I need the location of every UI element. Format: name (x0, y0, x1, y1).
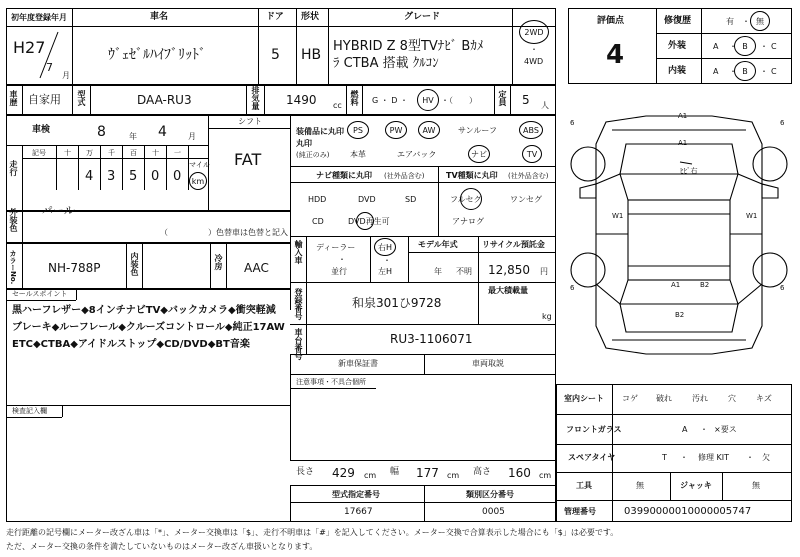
diagram-label-0: A1 (678, 112, 688, 120)
class-no-label: 類別区分番号 (466, 490, 514, 499)
grade-line2: ﾗ CTBA 搭載 ｸﾙｺﾝ (333, 56, 439, 71)
interior-dot1: ・ (729, 67, 737, 76)
handle-left: 左H (378, 267, 393, 276)
windshield-x: ×要ス (714, 425, 737, 434)
grade-line1: HYBRID Z 8型TVﾅﾋﾞ Bｶﾒ (333, 39, 484, 54)
exterior-b: B (734, 36, 756, 56)
tools-label: 工具 (576, 481, 592, 490)
equip-navi: ナビ (468, 145, 490, 163)
reg-month-unit: 月 (62, 71, 70, 80)
drive-dot: ・ (530, 45, 538, 54)
navi-type-label: ナビ種類に丸印 (316, 171, 372, 180)
displacement-unit: cc (333, 101, 342, 110)
aircon-label: 冷房 (214, 254, 223, 270)
digit-label-3: 百 (130, 149, 137, 157)
model-value: DAA-RU3 (137, 93, 192, 107)
inspection-label: 車検 (32, 125, 51, 135)
seat-label: 室内シート (564, 394, 604, 403)
drive-4wd: 4WD (524, 57, 544, 66)
digit-label-2: 千 (108, 149, 115, 157)
tools-value: 無 (636, 481, 644, 490)
notes-label: 注意事項・不具合個所 (296, 378, 366, 386)
tv-oneseg: ワンセグ (510, 195, 542, 204)
inspection-month-unit: 月 (188, 132, 196, 141)
exterior-dot2: ・ (760, 42, 768, 51)
dims-length-label: 長さ (296, 467, 315, 477)
dims-length-unit: cm (364, 471, 377, 480)
equip-pw: PW (385, 121, 407, 139)
exterior-a: A (713, 42, 719, 51)
interior-c: C (771, 67, 777, 76)
model-label: 型式 (77, 90, 86, 106)
navi-circle (356, 212, 374, 230)
registration-value: 和泉301ひ9728 (352, 296, 442, 310)
digit-1: 3 (107, 169, 116, 184)
inspection-month: 4 (158, 124, 167, 140)
seat-opt-2: 汚れ (692, 394, 708, 403)
drive-2wd: 2WD (519, 20, 549, 44)
usage-label: 車歴 (9, 90, 18, 106)
diagram-label-7: ﾋﾋﾞ右 (680, 167, 698, 175)
mgmt-value: 0399000001000000​5747 (624, 506, 752, 517)
reg-era: H27 (13, 38, 46, 57)
windshield-a: A (682, 425, 688, 434)
max-load-label: 最大積載量 (488, 286, 528, 295)
grade-label: グレード (404, 12, 441, 22)
capacity-label: 定員 (498, 90, 507, 106)
repair-label: 修復歴 (664, 16, 692, 26)
equip-aw: AW (418, 121, 440, 139)
equip-tv: TV (522, 145, 542, 163)
repair-no: 無 (750, 11, 770, 31)
chassis-value: RU3-1106071 (390, 332, 473, 346)
dims-height-unit: cm (539, 471, 552, 480)
interior-a: A (713, 67, 719, 76)
capacity-value: 5 (522, 93, 530, 107)
usage-value: 自家用 (28, 93, 61, 106)
equipment-sub: (純正のみ) (296, 151, 330, 159)
dims-width: 177 (416, 466, 439, 480)
model-year-label: モデル年式 (418, 240, 458, 249)
type-cert-label: 型式指定番号 (332, 490, 380, 499)
handle-dot: ・ (383, 256, 391, 265)
mileage-label: 走行 (9, 160, 18, 176)
spare-label: スペアタイヤ (568, 453, 616, 462)
warranty-manual: 車両取説 (472, 359, 504, 368)
diagram-label-3: W1 (746, 212, 758, 220)
fuel-label: 燃料 (350, 90, 359, 106)
equip-abs: ABS (519, 121, 543, 139)
exterior-label: 外装 (668, 41, 687, 51)
car-name-value: ｳﾞｪｾﾞﾙﾊｲﾌﾞﾘｯﾄﾞ (108, 47, 206, 63)
sales-line-1: ブレーキ◆ルーフレール◆クルーズコントロール◆純正17AW (12, 322, 285, 333)
inspector-label: 検査記入欄 (12, 407, 47, 415)
windshield-dot: ・ (700, 425, 708, 434)
shape-value: HB (301, 47, 322, 63)
wheel-label-0: 6 (570, 119, 575, 127)
seat-opt-3: 穴 (728, 394, 736, 403)
diagram-label-2: W1 (612, 212, 624, 220)
wheel-label-1: 6 (780, 119, 785, 127)
reg-year-label: 初年度登録年月 (11, 13, 67, 22)
inspection-year: 8 (97, 124, 106, 140)
wheel-label-2: 6 (570, 284, 575, 292)
import-label: 輸入車 (294, 240, 303, 264)
type-cert-value: 17667 (344, 507, 373, 517)
fuel-options: G ・ D ・ (372, 96, 408, 105)
digit-3: 0 (151, 169, 160, 184)
equipment-label: 装備品に丸印 (296, 127, 344, 136)
footer-line1: 走行距離の記号欄にメーター改ざん車は「*」、メーター交換車は「$」、走行不明車は「#」を記入してください。メーター交換で合算表示した場合にも「$」は必要です。 (6, 528, 619, 537)
digit-label-5: 一 (174, 149, 181, 157)
mileage-mile: マイル (189, 161, 210, 169)
digit-label-0: 十 (64, 149, 71, 157)
mgmt-label: 管理番号 (564, 507, 596, 516)
digit-2: 5 (129, 169, 138, 184)
sales-line-0: 黒ハーフレザー◆8インチナビTV◆バックカメラ◆衝突軽減 (12, 305, 276, 316)
navi-sd: SD (405, 195, 417, 204)
dims-height: 160 (508, 466, 531, 480)
recycle-unit: 円 (540, 267, 548, 276)
seat-opt-4: キズ (756, 394, 772, 403)
interior-color-label: 内装色 (130, 252, 139, 276)
doors-value: 5 (271, 47, 280, 63)
shift-value: FAT (234, 150, 262, 169)
spare-none: 欠 (762, 453, 770, 462)
recycle-label: リサイクル預託金 (482, 240, 545, 249)
rating-label: 評価点 (597, 16, 625, 26)
fuel-hv: HV (417, 89, 439, 111)
seat-opt-1: 破れ (656, 394, 672, 403)
equipment-label2: 丸印 (296, 139, 312, 148)
mileage-mark-label: 記号 (32, 149, 46, 157)
import-parallel: 並行 (331, 267, 347, 276)
class-no-value: 0005 (482, 507, 505, 517)
handle-right: 右H (374, 238, 396, 256)
repair-yes: 有 (726, 17, 734, 26)
diagram-label-5: B2 (675, 311, 685, 319)
diagram-label-4: A1 (671, 281, 681, 289)
aircon-value: AAC (244, 261, 269, 275)
color-no-value: NH-788P (48, 261, 101, 275)
color-value: パール (42, 204, 75, 217)
navi-cd: CD (312, 217, 324, 226)
import-dealer: ディーラー (316, 243, 356, 252)
tv-fullseg: フルセグ (450, 195, 482, 204)
mileage-km: km (189, 172, 207, 190)
shape-label: 形状 (301, 12, 320, 22)
navi-dvd: DVD (358, 195, 376, 204)
doors-label: ドア (266, 12, 284, 22)
interior-dot2: ・ (760, 67, 768, 76)
recycle-value: 12,850 (488, 263, 530, 277)
max-load-unit: kg (542, 312, 552, 321)
model-year-unit: 年 (434, 267, 442, 276)
warranty-new-car: 新車保証書 (338, 359, 378, 368)
dims-width-label: 幅 (390, 467, 400, 477)
fuel-paren: ・（ ） (441, 96, 477, 105)
equip-ps: PS (347, 121, 369, 139)
equip-airbag: エアバック (397, 150, 437, 159)
dims-length: 429 (332, 466, 355, 480)
model-year-unknown: 不明 (456, 267, 472, 276)
wheel-label-3: 6 (780, 284, 785, 292)
exterior-c: C (771, 42, 777, 51)
import-dot: ・ (338, 255, 346, 264)
reg-month: 7 (46, 61, 53, 74)
diagram-label-6: B2 (700, 281, 710, 289)
car-name-label: 車名 (150, 12, 169, 22)
color-no-label: カラーNo. (9, 250, 17, 285)
equip-leather: 本革 (350, 150, 366, 159)
windshield-label: フロントガラス (566, 425, 622, 434)
digit-4: 0 (173, 169, 182, 184)
digit-0: 4 (85, 169, 94, 184)
spare-dot1: ・ (680, 453, 688, 462)
spare-kit: 修理 KIT (698, 453, 730, 462)
tv-analog: アナログ (452, 217, 484, 226)
digit-label-1: 万 (86, 149, 93, 157)
inspection-year-unit: 年 (129, 132, 137, 141)
interior-b: B (734, 61, 756, 81)
dims-height-label: 高さ (473, 467, 492, 477)
registration-label: 登録番号 (294, 288, 303, 320)
color-label: 外装色 (9, 208, 18, 232)
sales-line-2: ETC◆CTBA◆アイドルストップ◆CD/DVD◆BT音楽 (12, 339, 250, 350)
shift-label: シフト (238, 117, 262, 126)
digit-label-4: 十 (152, 149, 159, 157)
capacity-unit: 人 (541, 101, 549, 110)
rating-score: 4 (606, 40, 625, 70)
footer-line2: ただ、メーター交換の条件を満たしていないものはメーター改ざん車扱いとなります。 (6, 542, 318, 551)
displacement-label: 排気量 (251, 86, 260, 110)
jack-label: ジャッキ (680, 481, 712, 490)
equip-sunroof: サンルーフ (458, 126, 497, 135)
navi-hdd: HDD (308, 195, 327, 204)
navi-dvd-play: DVD再生可 (348, 217, 390, 226)
color-note: （ ）色替車は色替と記入 (160, 228, 288, 237)
exterior-dot1: ・ (729, 42, 737, 51)
spare-dot2: ・ (746, 453, 754, 462)
interior-label: 内装 (668, 66, 687, 76)
seat-opt-0: コゲ (622, 394, 638, 403)
jack-value: 無 (752, 481, 760, 490)
tv-circle (460, 188, 482, 210)
chassis-label: 車台番号 (294, 328, 303, 360)
spare-t: T (662, 453, 667, 462)
sales-points-label: セールスポイント (12, 290, 68, 298)
tv-type-sub: (社外品含む) (508, 172, 549, 180)
navi-type-sub: (社外品含む) (384, 172, 425, 180)
dims-width-unit: cm (447, 471, 460, 480)
tv-type-label: TV種類に丸印 (446, 171, 498, 180)
repair-dot: ・ (742, 17, 750, 26)
displacement-value: 1490 (286, 93, 317, 107)
diagram-label-1: A1 (678, 139, 688, 147)
